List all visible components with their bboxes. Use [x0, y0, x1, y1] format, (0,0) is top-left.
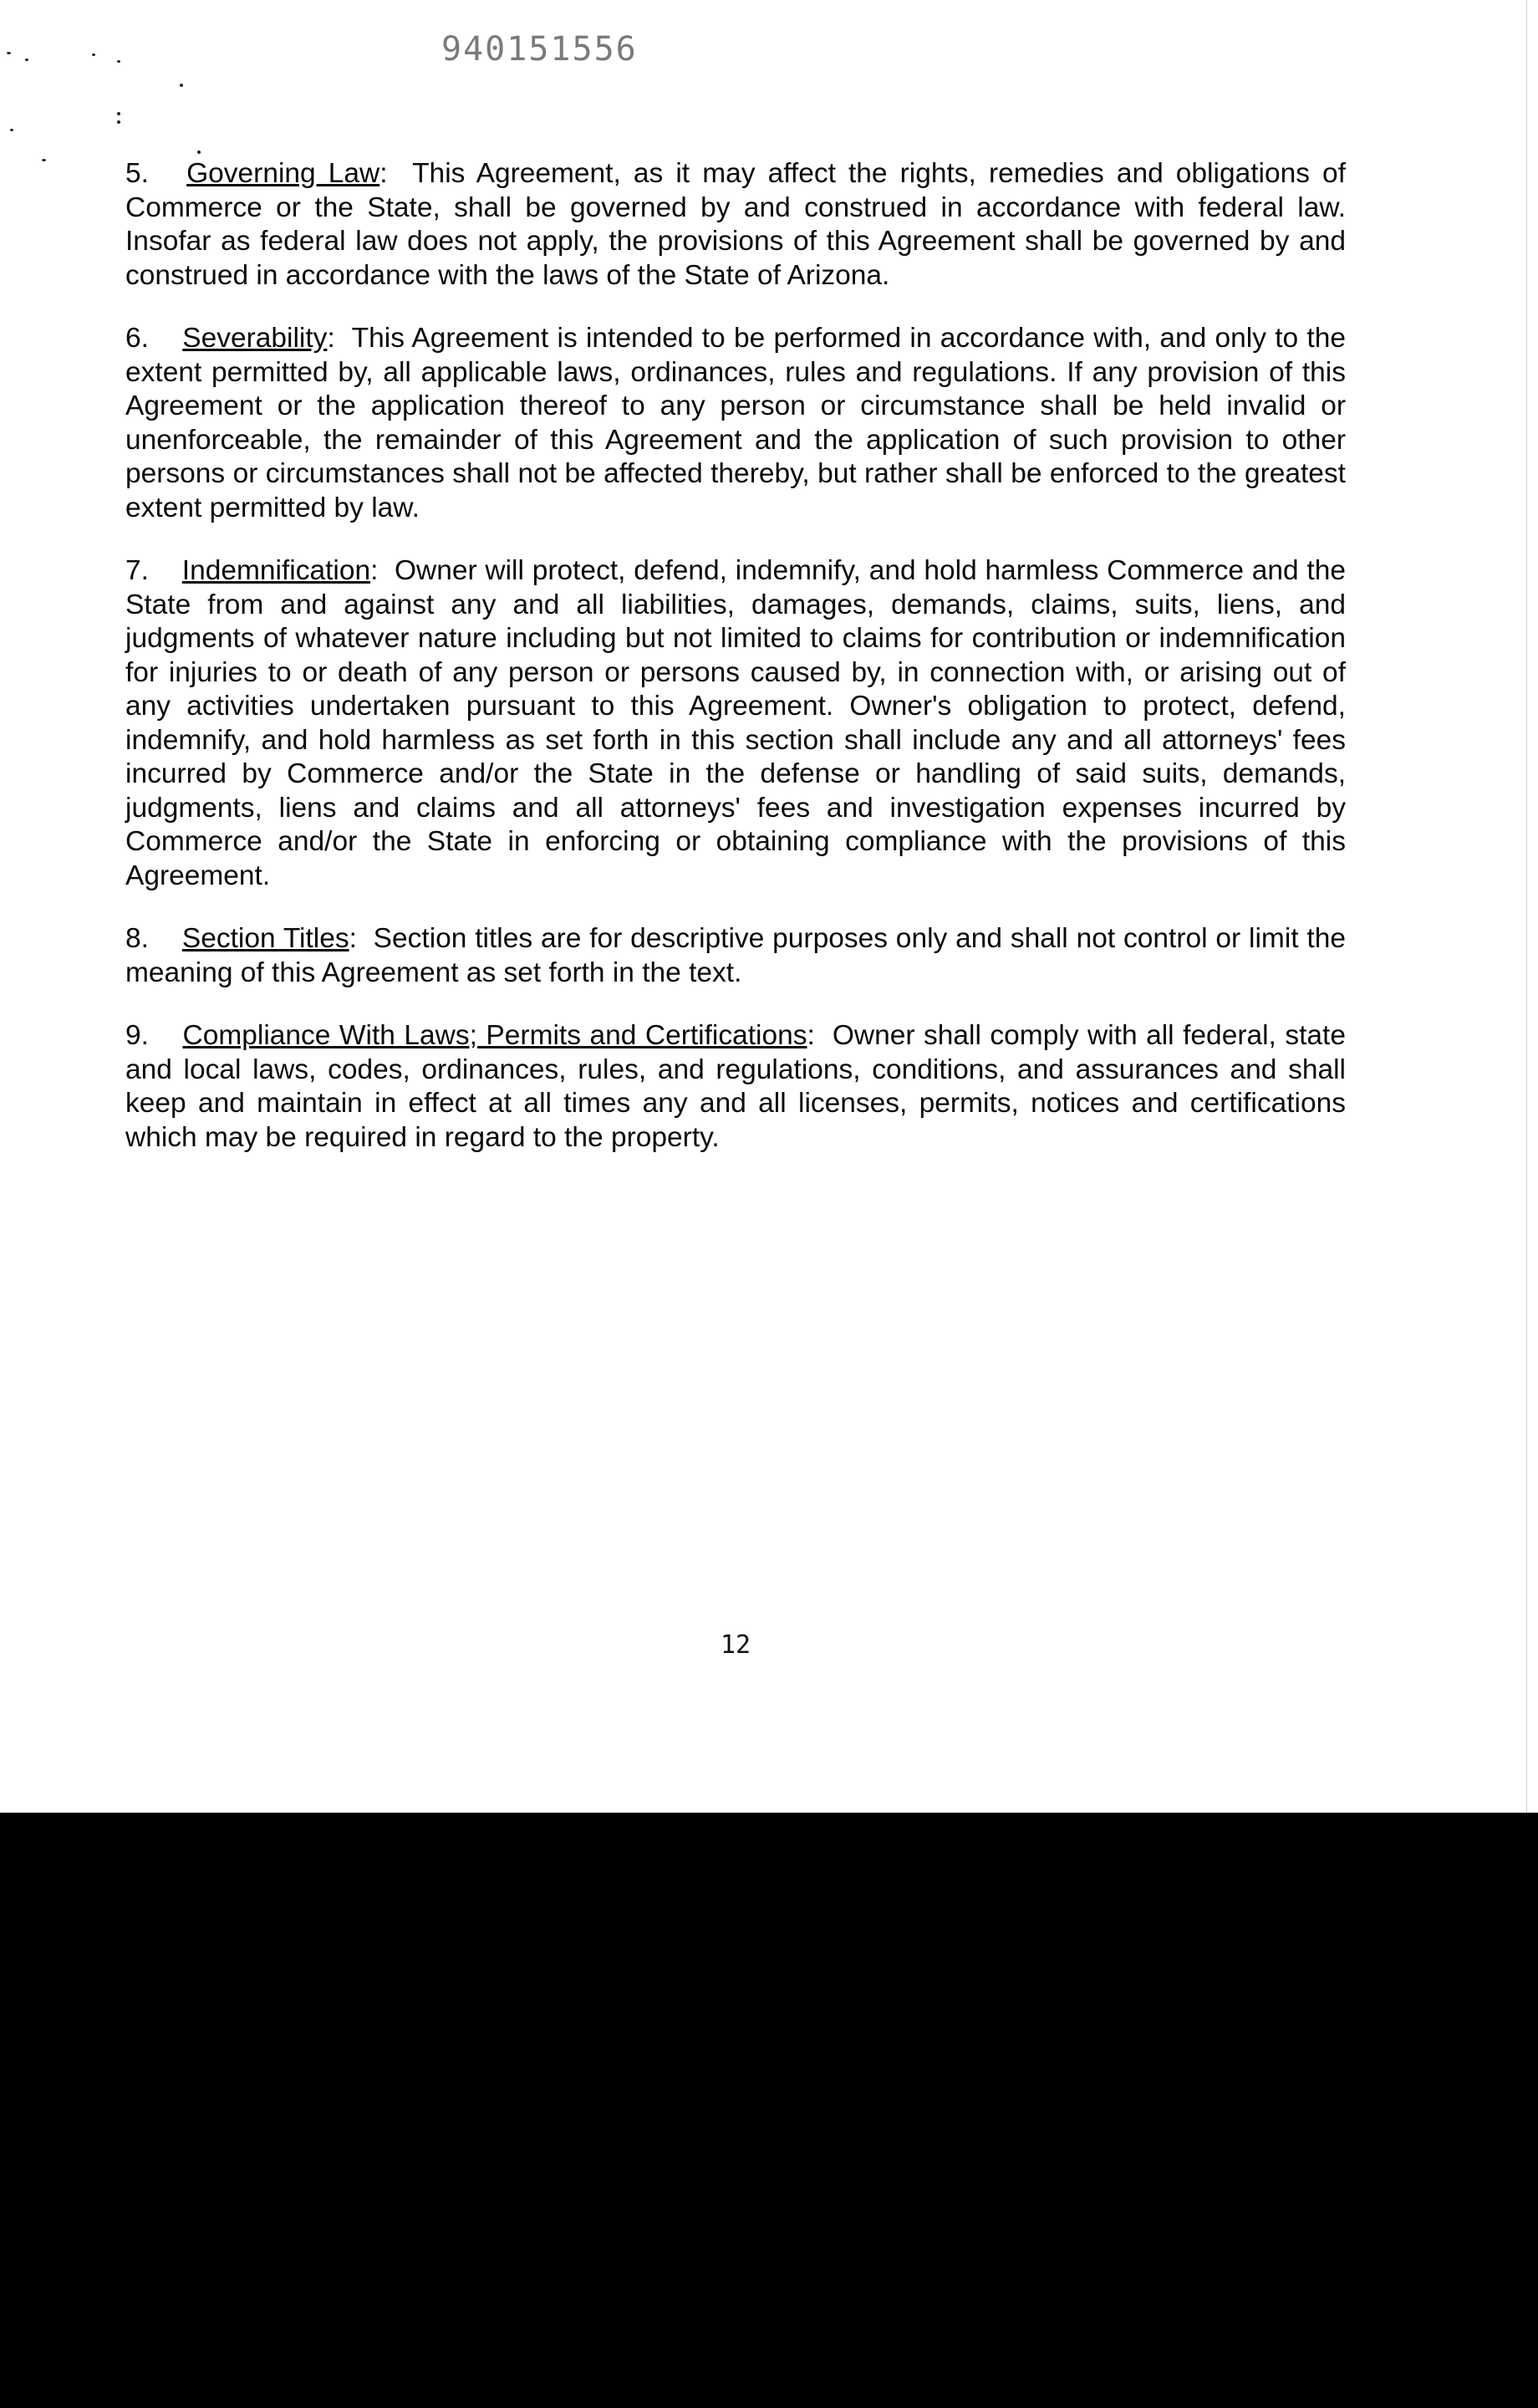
- scan-speck: [42, 159, 46, 161]
- agreement-body: [125, 157, 1346, 1184]
- section-indemnification: 7. Indemnification: Owner will protect, defend, indemnify, and hold harmless Commerce and the State from and against any and all liabilities, damages, demands, claims, suits, liens, and judgments of whatever nature including but not limited to claims for contribution or indemnification for injuries to or death of any person or persons caused by, in connection with, or arising out of any activities undertaken pursuant to this Agreement. Owner's obligation to protect, defend, indemnify, and hold harmless as set forth in this section shall include any and all attorneys' fees incurred by Commerce and/or the State in the defense or handling of said suits, demands, judgments, liens and claims and all attorneys' fees and investigation expenses incurred by Commerce and/or the State in enforcing or obtaining compliance with the provisions of this Agreement.: [125, 555, 1346, 891]
- section-title: Severability: [182, 323, 328, 354]
- section-title: Indemnification: [181, 555, 371, 586]
- scan-background: [0, 1813, 1538, 2408]
- section-compliance-with-laws: 9. Compliance With Laws; Permits and Certifications: Owner shall comply with all federal, state and local laws, codes, ordinances, rules, and regulations, conditions, and assurances and shall keep and maintain in effect at all times any and all licenses, permits, notices and certifications which may be required in regard to the property.: [125, 1020, 1346, 1153]
- section-number: 9.: [125, 1020, 149, 1051]
- section-severability: 6. Severability: This Agreement is intended to be performed in accordance with, and only to the extent permitted by, all applicable laws, ordinances, rules and regulations. If any provision of this Agreement or the application thereof to any person or circumstance shall be held invalid or unenforceable, the remainder of this Agreement and the application of such provision to other persons or circumstances shall not be affected thereby, but rather shall be enforced to the greatest extent permitted by law.: [125, 323, 1346, 523]
- page-edge: [1526, 0, 1538, 1813]
- section-title: Section Titles: [181, 923, 349, 954]
- section-text: This Agreement is intended to be performed in accordance with, and only to the extent permitted by, all applicable laws, ordinances, rules and regulations. If any provision of this Agreement or the application thereof to any person or circumstance shall be held invalid or unenforceable, the remainder of this Agreement and the application of such provision to other persons or circumstances shall not be affected thereby, but rather shall be enforced to the greatest extent permitted by law.: [125, 323, 1346, 523]
- section-text: Owner will protect, defend, indemnify, and hold harmless Commerce and the State from and against any and all liabilities, damages, demands, claims, suits, liens, and judgments of whatever nature including but not limited to claims for contribution or indemnification for injuries to or death of any person or persons caused by, in connection with, or arising out of any activities undertaken pursuant to this Agreement. Owner's obligation to protect, defend, indemnify, and hold harmless as set forth in this section shall include any and all attorneys' fees incurred by Commerce and/or the State in the defense or handling of said suits, demands, judgments, liens and claims and all attorneys' fees and investigation expenses incurred by Commerce and/or the State in enforcing or obtaining compliance with the provisions of this Agreement.: [125, 555, 1346, 891]
- scan-speck: [197, 150, 201, 154]
- section-number: 7.: [125, 555, 149, 586]
- scan-speck: [180, 84, 183, 87]
- page-number: 12: [720, 1630, 751, 1660]
- section-title: Governing Law: [186, 158, 380, 189]
- scan-speck: [25, 59, 28, 61]
- scan-speck: [117, 60, 120, 63]
- section-text: Section titles are for descriptive purposes only and shall not control or limit the meaning of this Agreement as set forth in the text.: [125, 923, 1347, 988]
- section-title: Compliance With Laws; Permits and Certifications: [182, 1020, 807, 1051]
- section-number: 5.: [125, 158, 149, 189]
- scan-speck: [117, 120, 120, 124]
- section-text: Owner shall comply with all federal, state and local laws, codes, ordinances, rules, and regulations, conditions, and assurances and shall keep and maintain in effect at all times any and all licenses, permits, notices and certifications which may be required in regard to the property.: [125, 1020, 1346, 1153]
- scan-speck: [92, 54, 95, 56]
- section-section-titles: 8. Section Titles: Section titles are for descriptive purposes only and shall not control or limit the meaning of this Agreement as set forth in the text.: [125, 923, 1347, 988]
- section-text: This Agreement, as it may affect the rights, remedies and obligations of Commerce or the State, shall be governed by and construed in accordance with federal law. Insofar as federal law does not apply, the provisions of this Agreement shall be governed by and construed in accordance with the laws of the State of Arizona.: [125, 158, 1346, 291]
- section-governing-law: 5. Governing Law: This Agreement, as it may affect the rights, remedies and obligations of Commerce or the State, shall be governed by and construed in accordance with federal law. Insofar as federal law does not apply, the provisions of this Agreement shall be governed by and construed in accordance with the laws of the State of Arizona.: [125, 158, 1346, 291]
- scan-speck: [117, 112, 120, 115]
- document-id: 940151556: [441, 30, 638, 69]
- scan-speck: [10, 129, 13, 131]
- section-number: 6.: [125, 323, 149, 354]
- scan-speck: [7, 52, 11, 54]
- section-number: 8.: [125, 923, 149, 954]
